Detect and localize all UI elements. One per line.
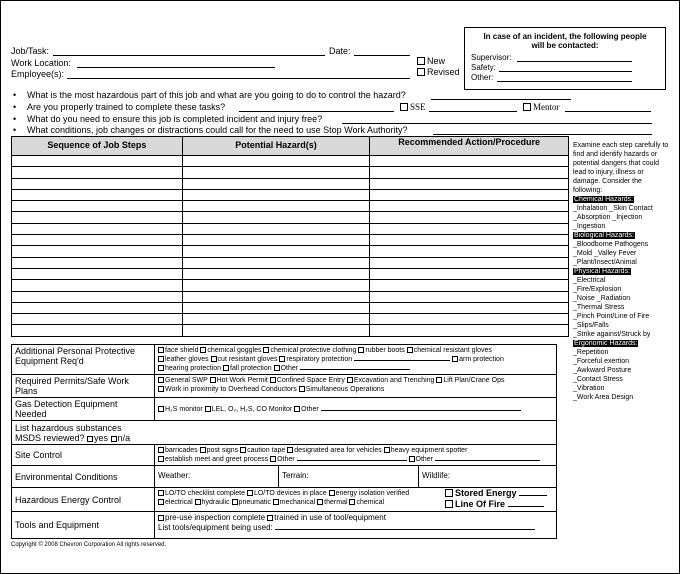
permits-label: Required Permits/Safe Work Plans: [12, 375, 155, 398]
ppe-option[interactable]: rubber boots: [358, 347, 404, 354]
table-cell[interactable]: [182, 314, 370, 325]
hazard-item: _Bloodborne Pathogens: [573, 241, 649, 248]
table-row: [12, 246, 569, 257]
tools-option[interactable]: pre-use inspection complete: [158, 513, 265, 522]
hazard-category-title: Biological Hazards:: [574, 232, 634, 239]
sse-checkbox[interactable]: [400, 103, 408, 111]
table-row: [12, 212, 569, 223]
contact-other-field[interactable]: [497, 81, 632, 82]
revised-label: Revised: [427, 67, 460, 77]
table-cell[interactable]: [370, 178, 569, 189]
table-cell[interactable]: [370, 325, 569, 336]
table-row: [12, 257, 569, 268]
safety-label: Safety:: [471, 63, 496, 72]
table-cell[interactable]: [370, 223, 569, 234]
question-hazard: What is the most hazardous part of this job and what are you going to do to control the hazard?: [27, 90, 406, 100]
permits-row: [12, 375, 557, 398]
msds-reviewed: [15, 433, 553, 443]
wildlife-field[interactable]: Wildlife:: [422, 471, 451, 480]
env-fields: [155, 466, 557, 488]
energy-label: Hazardous Energy Control: [12, 488, 155, 512]
question-stop-work: What conditions, job changes or distractions could call for the need to use Stop Work Authority?: [27, 125, 408, 135]
energy-option[interactable]: LO/TO checklist complete: [158, 490, 245, 497]
table-cell[interactable]: [182, 201, 370, 212]
column-header: Sequence of Job Steps: [12, 137, 183, 156]
hazard-item: _Pinch Point/Line of Fire: [573, 313, 650, 320]
table-cell[interactable]: [182, 302, 370, 313]
hazard-item: _Ingestion: [573, 223, 606, 230]
column-header: Recommended Action/Procedure: [370, 137, 569, 156]
hazard-item: _Work Area Design: [573, 394, 634, 401]
job-task-field[interactable]: [53, 55, 325, 56]
ppe-option[interactable]: leather gloves: [158, 356, 209, 363]
hazard-item: _Electrical: [573, 277, 606, 284]
contact-title: [465, 32, 665, 50]
msds-cell: [12, 421, 557, 445]
ppe-line-3: [158, 364, 553, 373]
tools-row: [12, 512, 557, 539]
ppe-options: [155, 345, 557, 375]
hazard-item: _Thermal Stress: [573, 304, 625, 311]
table-row: [12, 268, 569, 279]
site-option[interactable]: designated area for vehicles: [287, 447, 382, 454]
sse-label: SSE: [410, 102, 426, 112]
ppe-option[interactable]: Other: [274, 365, 299, 372]
table-cell[interactable]: [370, 291, 569, 302]
msds-yes-option[interactable]: yes: [87, 433, 108, 443]
table-cell[interactable]: [12, 314, 183, 325]
ppe-option[interactable]: chemical goggles: [200, 347, 261, 354]
gas-label: Gas Detection Equipment Needed: [12, 398, 155, 421]
table-header-row: [12, 137, 569, 156]
stored-energy-option[interactable]: Stored Energy: [445, 488, 547, 498]
table-cell[interactable]: [12, 178, 183, 189]
table-cell[interactable]: [182, 280, 370, 291]
hazard-item: _Vibration: [573, 385, 605, 392]
date-label: Date:: [329, 46, 351, 56]
env-row: [12, 466, 557, 488]
permit-option[interactable]: Work in proximity to Overhead Conductors: [158, 386, 297, 393]
tools-options: [155, 512, 557, 539]
hazard-item: _Mold _Valley Fever: [573, 250, 637, 257]
table-cell[interactable]: [182, 212, 370, 223]
ppe-option[interactable]: chemical protective clothing: [263, 347, 356, 354]
supervisor-field[interactable]: [517, 61, 632, 62]
hazard-item: _Contact Stress: [573, 376, 623, 383]
contact-title-line1: In case of an incident, the following people: [483, 32, 647, 41]
energy-option[interactable]: hydraulic: [195, 499, 230, 506]
permit-option[interactable]: Hot Work Permit: [210, 377, 268, 384]
table-cell[interactable]: [370, 280, 569, 291]
new-checkbox[interactable]: [417, 57, 425, 65]
ppe-option[interactable]: chemical resistant gloves: [407, 347, 492, 354]
gas-option[interactable]: Other: [294, 406, 319, 413]
table-cell[interactable]: [370, 189, 569, 200]
permit-option[interactable]: Simultaneous Operations: [299, 386, 385, 393]
table-cell[interactable]: [370, 314, 569, 325]
table-cell[interactable]: [12, 167, 183, 178]
table-cell[interactable]: [12, 291, 183, 302]
ppe-option[interactable]: respiratory protection: [279, 356, 352, 363]
tools-list-field[interactable]: [275, 529, 535, 530]
site-option[interactable]: caution tape: [240, 447, 285, 454]
table-cell[interactable]: [12, 268, 183, 279]
hazard-category-title: Ergonomic Hazards:: [574, 340, 638, 347]
table-cell[interactable]: [12, 280, 183, 291]
sse-field[interactable]: [429, 111, 517, 112]
column-header: Potential Hazard(s): [182, 137, 370, 156]
table-cell[interactable]: [12, 302, 183, 313]
line-of-fire-option[interactable]: Line Of Fire: [445, 499, 544, 509]
hazard-item: _Fire/Explosion: [573, 286, 622, 293]
table-cell[interactable]: [182, 223, 370, 234]
energy-option[interactable]: mechanical: [273, 499, 315, 506]
question-stop-work-field[interactable]: [433, 134, 652, 135]
gas-option[interactable]: H₂S monitor: [158, 406, 203, 413]
supervisor-label: Supervisor:: [471, 53, 512, 62]
hazard-item: _Plant/Insect/Animal: [573, 259, 637, 266]
question-ensure-field[interactable]: [342, 123, 652, 124]
ppe-line-2: [158, 355, 553, 364]
table-cell[interactable]: [370, 257, 569, 268]
table-row: [12, 189, 569, 200]
site-option[interactable]: barricades: [158, 447, 198, 454]
hazard-item: _Forceful exertion: [573, 358, 630, 365]
ppe-option[interactable]: face shield: [158, 347, 198, 354]
gas-row: [12, 398, 557, 421]
question-ensure: What do you need to ensure this job is completed incident and injury free?: [27, 114, 323, 124]
table-cell[interactable]: [182, 268, 370, 279]
table-cell[interactable]: [182, 325, 370, 336]
hazard-item: _Inhalation _Skin Contact: [573, 205, 653, 212]
energy-option[interactable]: pneumatic: [232, 499, 271, 506]
table-cell[interactable]: [370, 212, 569, 223]
ppe-option[interactable]: cut resistant gloves: [211, 356, 278, 363]
gas-line-1: [158, 405, 553, 414]
work-location-field[interactable]: [77, 67, 275, 68]
permits-line-2: [158, 385, 553, 394]
table-row: [12, 325, 569, 336]
gas-option[interactable]: LEL, O₂, H₂S, CO Monitor: [205, 406, 293, 413]
table-row: [12, 280, 569, 291]
table-row: [12, 235, 569, 246]
weather-field[interactable]: Weather:: [155, 466, 279, 487]
gas-options: [155, 398, 557, 421]
job-steps-table: [11, 136, 569, 337]
msds-na-option[interactable]: n/a: [111, 433, 131, 443]
contact-title-line2: will be contacted:: [531, 41, 599, 50]
bullet-icon: •: [13, 90, 17, 100]
site-label: Site Control: [12, 445, 155, 466]
site-row: [12, 445, 557, 466]
table-row: [12, 167, 569, 178]
energy-option[interactable]: electrical: [158, 499, 193, 506]
table-row: [12, 156, 569, 167]
table-cell[interactable]: [12, 201, 183, 212]
sse-option[interactable]: [400, 102, 426, 112]
work-location-label: Work Location:: [11, 58, 71, 68]
site-option[interactable]: post signs: [200, 447, 239, 454]
table-row: [12, 314, 569, 325]
msds-row: [12, 421, 557, 445]
table-cell[interactable]: [12, 223, 183, 234]
msds-reviewed-label: MSDS reviewed?: [15, 433, 85, 443]
table-cell[interactable]: [182, 235, 370, 246]
hazard-item: _Repetition: [573, 349, 609, 356]
employees-label: Employee(s):: [11, 69, 65, 79]
table-row: [12, 291, 569, 302]
site-line-2: [158, 455, 553, 464]
mentor-checkbox[interactable]: [523, 103, 531, 111]
mentor-option[interactable]: [523, 102, 560, 112]
tools-option[interactable]: trained in use of tool/equipment: [267, 513, 386, 522]
table-row: [12, 223, 569, 234]
energy-option[interactable]: LO/TO devices in place: [247, 490, 327, 497]
energy-option[interactable]: thermal: [317, 499, 347, 506]
hazard-item: _Noise _Radiation: [573, 295, 631, 302]
new-label: New: [427, 56, 446, 66]
table-row: [12, 178, 569, 189]
bullet-icon: •: [13, 102, 17, 112]
date-field[interactable]: [354, 55, 410, 56]
env-label: Environmental Conditions: [12, 466, 155, 488]
table-cell[interactable]: [12, 257, 183, 268]
tools-list-label: List tools/equipment being used:: [158, 523, 273, 532]
mentor-label: Mentor: [533, 102, 560, 112]
table-cell[interactable]: [370, 156, 569, 167]
site-option[interactable]: Other: [270, 456, 295, 463]
permit-option[interactable]: Confined Space Entry: [270, 377, 345, 384]
energy-option[interactable]: energy isolation verified: [329, 490, 410, 497]
job-task-label: Job/Task:: [11, 46, 50, 56]
permit-option[interactable]: Lift Plan/Crane Ops: [436, 377, 504, 384]
table-cell[interactable]: [182, 257, 370, 268]
hazard-item: _Slips/Falls: [573, 322, 609, 329]
table-cell[interactable]: [182, 156, 370, 167]
table-cell[interactable]: [370, 235, 569, 246]
hazard-control-table: [11, 344, 557, 539]
table-row: [12, 201, 569, 212]
energy-row: [12, 488, 557, 512]
hazard-guidance: [573, 141, 671, 402]
table-cell[interactable]: [12, 156, 183, 167]
contact-box: [464, 27, 666, 90]
site-option[interactable]: heavy equipment spotter: [384, 447, 468, 454]
energy-options: [155, 488, 557, 512]
table-cell[interactable]: [182, 246, 370, 257]
table-cell[interactable]: [12, 235, 183, 246]
table-cell[interactable]: [12, 325, 183, 336]
permits-options: [155, 375, 557, 398]
revised-checkbox[interactable]: [417, 68, 425, 76]
question-trained-field[interactable]: [239, 111, 394, 112]
ppe-option[interactable]: hearing protection: [158, 365, 221, 372]
energy-option[interactable]: chemical: [349, 499, 384, 506]
safety-field[interactable]: [499, 71, 632, 72]
employees-field[interactable]: [67, 78, 410, 79]
new-option[interactable]: [417, 56, 445, 66]
permits-line-1: [158, 376, 553, 385]
table-cell[interactable]: [370, 201, 569, 212]
bullet-icon: •: [13, 125, 17, 135]
table-cell[interactable]: [12, 212, 183, 223]
tools-label: Tools and Equipment: [12, 512, 155, 539]
question-trained: Are you properly trained to complete these tasks?: [27, 102, 226, 112]
hazard-category-title: Chemical Hazards:: [574, 196, 634, 203]
terrain-field[interactable]: Terrain:: [279, 466, 419, 487]
ppe-row: [12, 345, 557, 375]
mentor-field[interactable]: [565, 111, 651, 112]
msds-label: List hazardous substances: [15, 423, 122, 433]
table-cell[interactable]: [182, 167, 370, 178]
permit-option[interactable]: Excavation and Trenching: [347, 377, 435, 384]
revised-option[interactable]: [417, 67, 460, 77]
site-option[interactable]: Other: [409, 456, 434, 463]
other-label: Other:: [471, 73, 494, 82]
ppe-line-1: [158, 346, 553, 355]
table-cell[interactable]: [182, 178, 370, 189]
ppe-option[interactable]: fall protection: [223, 365, 272, 372]
table-cell[interactable]: [370, 246, 569, 257]
guidance-intro: Examine each step carefully to find and identify hazards or potential dangers that could lead to injury, illness or damage. Consider the following:: [573, 142, 669, 194]
table-cell[interactable]: [12, 246, 183, 257]
site-line-1: [158, 446, 553, 455]
question-hazard-field[interactable]: [431, 99, 571, 100]
tools-line-1: [158, 513, 553, 523]
table-cell[interactable]: [370, 268, 569, 279]
hazard-item: _Strike against/Struck by: [573, 331, 651, 338]
hazard-item: _Absorption _Injection: [573, 214, 643, 221]
site-option[interactable]: establish meet and greet process: [158, 456, 268, 463]
hazard-category-title: Physical Hazards:: [574, 268, 631, 275]
site-options: [155, 445, 557, 466]
table-cell[interactable]: [12, 189, 183, 200]
table-cell[interactable]: [182, 189, 370, 200]
table-cell[interactable]: [370, 302, 569, 313]
table-cell[interactable]: [370, 167, 569, 178]
copyright: Copyright © 2008 Chevron Corporation All rights reserved.: [11, 542, 167, 548]
table-cell[interactable]: [182, 291, 370, 302]
ppe-label: Additional Personal Protective Equipment Req'd: [12, 345, 155, 375]
table-row: [12, 302, 569, 313]
ppe-option[interactable]: arm protection: [452, 356, 504, 363]
tools-line-2: [158, 523, 553, 533]
hazard-item: _Awkward Posture: [573, 367, 632, 374]
permit-option[interactable]: General SWP: [158, 377, 208, 384]
bullet-icon: •: [13, 114, 17, 124]
